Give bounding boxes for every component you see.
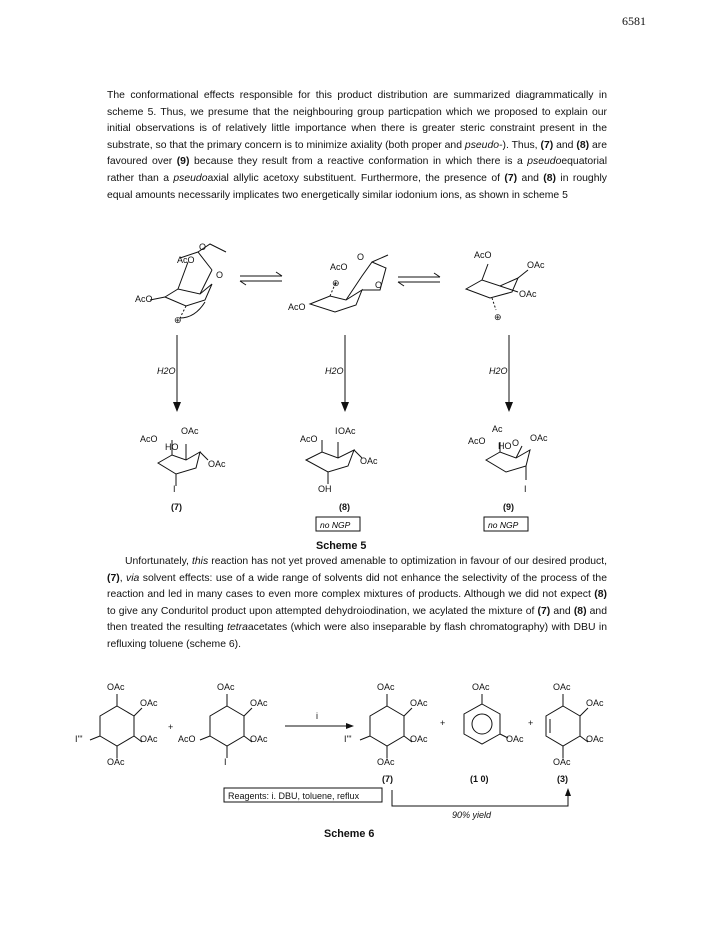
water-arrow-3 [489, 335, 513, 412]
acetoxy-label: AcO [474, 250, 492, 260]
water-label: H2O [489, 366, 508, 376]
product-7-ring [344, 682, 428, 767]
acetoxy-label: OAc [140, 698, 158, 708]
acetoxy-label: AcO [135, 294, 153, 304]
acetoxy-label: OAc [217, 682, 235, 692]
acetoxy-label: OAc [181, 426, 199, 436]
reactant-8-ring [178, 682, 268, 767]
water-label: H2O [157, 366, 176, 376]
acetoxy-label: OAc [506, 734, 524, 744]
acetoxy-label: AcO [330, 262, 348, 272]
page-number: 6581 [622, 14, 646, 28]
acetoxy-label: OAc [360, 456, 378, 466]
water-label: H2O [325, 366, 344, 376]
acetoxy-label: OAc [519, 289, 537, 299]
iodine-label: I''' [75, 734, 83, 744]
hydroxy-label: HO [498, 441, 512, 451]
acetoxy-label: OAc [208, 459, 226, 469]
product-9-structure [468, 424, 548, 494]
acetoxy-label: AcO [177, 255, 195, 265]
acetoxy-label: AcO [468, 436, 486, 446]
acetoxy-label: AcO [300, 434, 318, 444]
acetoxy-label: OAc [107, 682, 125, 692]
compound-number: (3) [557, 774, 568, 784]
iodonium-charge: ⊕ [332, 278, 340, 288]
paragraph-conformational-effects: The conformational effects responsible for this product distribution are summarized diagrammatically in scheme 5. Thus, we presume that the neighbouring group particpation which we proposed to explain our initial observations is of relatively little importance when there is greater steric constraint present in the substrate, so that the primary concern is to minimize axiality (both proper and pseudo-). Thus, (7) and (8) are favoured over (9) because they result from a reactive conformation in which there is a pseudoequatorial rather than a pseudoaxial allylic acetoxy substituent. Furthermore, the presence of (7) and (8) in roughly equal amounts necessarily implicates two energetically similar iodonium ions, as shown in scheme 5 [107, 90, 608, 201]
acetoxy-label: AcO [178, 734, 196, 744]
acetoxy-label: OAc [140, 734, 158, 744]
reactant-7-ring [75, 682, 158, 767]
compound-number: (1 0) [470, 774, 489, 784]
acetoxy-label: OAc [410, 698, 428, 708]
acetoxy-label: OAc [586, 734, 604, 744]
acetoxy-label: OAc [530, 433, 548, 443]
hydroxy-label: OH [318, 484, 332, 494]
step-label: i [316, 711, 318, 721]
oxygen-label: O [216, 270, 224, 280]
iodonium-charge: ⊕ [494, 312, 502, 322]
acetoxy-label: AcO [288, 302, 306, 312]
hydroxy-label: HO [165, 442, 179, 452]
water-arrow-2 [325, 335, 349, 412]
acetoxy-label: OAc [527, 260, 545, 270]
scheme-6 [0, 676, 701, 846]
yield-label: 90% yield [452, 810, 492, 820]
product-10-ring [464, 682, 524, 744]
reagents-label: Reagents: i. DBU, toluene, reflux [228, 791, 360, 801]
product-3-ring [546, 682, 604, 767]
no-ngp-label: no NGP [488, 520, 519, 530]
acetoxy-label: OAc [472, 682, 490, 692]
acetoxy-label: OAc [553, 757, 571, 767]
plus-sign: + [528, 718, 534, 728]
yield-bracket [392, 788, 571, 820]
acetoxy-label: OAc [377, 682, 395, 692]
compound-number: (7) [382, 774, 393, 784]
acetoxy-label: OAc [586, 698, 604, 708]
scheme-5 [0, 235, 701, 535]
iodonium-ion-left [135, 242, 226, 325]
iodonium-ion-right [466, 250, 545, 322]
iodine-label: I [335, 426, 338, 436]
oxygen-label: O [512, 438, 520, 448]
iodine-label: I [524, 484, 527, 494]
acetoxy-label: OAc [410, 734, 428, 744]
oxygen-label: O [357, 252, 365, 262]
iodine-label: I''' [344, 734, 352, 744]
equilibrium-arrow-1 [240, 272, 282, 285]
plus-sign: + [168, 722, 174, 732]
iodine-label: I [173, 484, 176, 494]
compound-number: (9) [503, 502, 514, 512]
acetoxy-label: OAc [250, 734, 268, 744]
product-8-structure [300, 426, 378, 494]
product-7-structure [140, 426, 226, 494]
oxygen-label: O [375, 280, 383, 290]
compound-number: (7) [171, 502, 182, 512]
paragraph-optimization: Unfortunately, this reaction has not yet proved amenable to optimization in favour of our desired product, (7), via solvent effects: use of a wide range of solvents did not enhance the selectivity of the process of the reaction and led in many cases to even more complex mixtures of products. Although we did not expect (8) to give any Conduritol product upon attempted dehydroiodination, we acylated the mixture of (7) and (8) and then treated the resulting tetraacetates (which were also inseparable by flash chromatography) with DBU in refluxing toluene (scheme 6). [107, 556, 608, 650]
scheme-5-caption: Scheme 5 [316, 540, 367, 552]
plus-sign: + [440, 718, 446, 728]
acetoxy-label: OAc [553, 682, 571, 692]
acetoxy-label: OAc [338, 426, 356, 436]
oxygen-label: O [199, 242, 207, 252]
acetoxy-label: OAc [250, 698, 268, 708]
acetoxy-label: OAc [377, 757, 395, 767]
iodine-label: I [224, 757, 227, 767]
acetyl-label: Ac [492, 424, 503, 434]
no-ngp-label: no NGP [320, 520, 351, 530]
iodonium-ion-middle [288, 252, 388, 312]
acetoxy-label: AcO [140, 434, 158, 444]
acetoxy-label: OAc [107, 757, 125, 767]
reaction-arrow [285, 711, 354, 729]
equilibrium-arrow-2 [398, 273, 440, 286]
compound-number: (8) [339, 502, 350, 512]
scheme-6-caption: Scheme 6 [324, 828, 375, 840]
iodonium-charge: ⊕ [174, 315, 182, 325]
water-arrow-1 [157, 335, 181, 412]
